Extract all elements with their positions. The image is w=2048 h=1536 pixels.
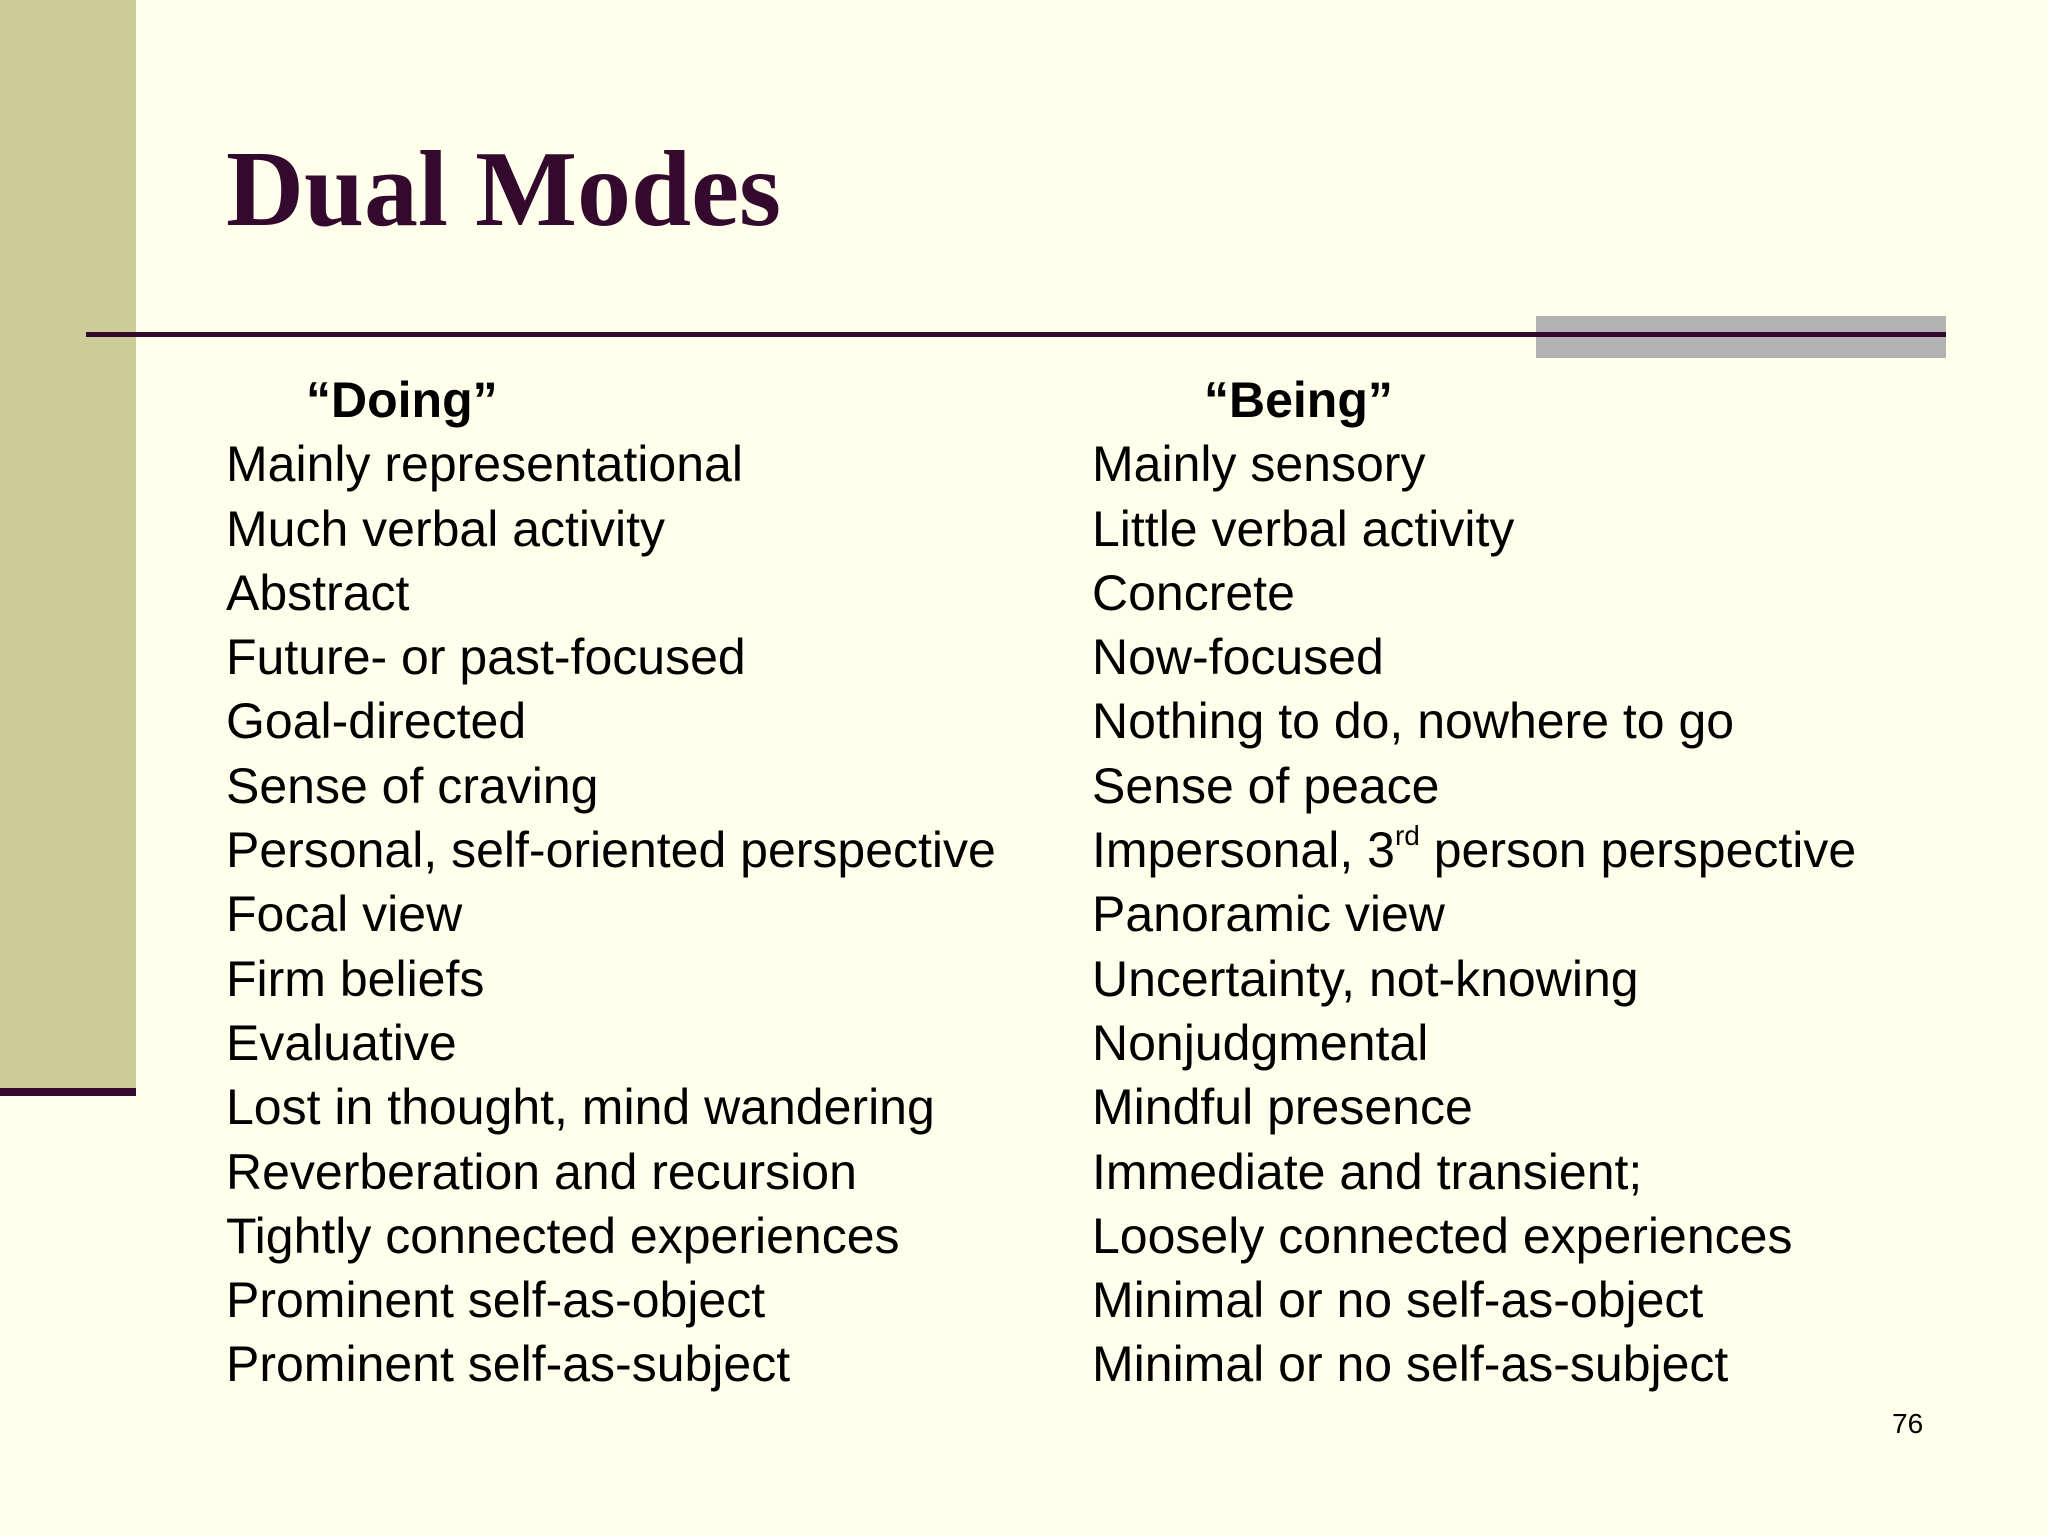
being-heading: “Being” xyxy=(1204,372,1393,428)
doing-item: Goal-directed xyxy=(226,693,527,750)
being-item: Concrete xyxy=(1092,564,1295,621)
being-item: Minimal or no self-as-object xyxy=(1092,1272,1704,1329)
being-list xyxy=(1092,432,1856,1396)
slide-title: Dual Modes xyxy=(226,130,782,249)
doing-item: Prominent self-as-subject xyxy=(226,1336,791,1393)
being-item: Nonjudgmental xyxy=(1092,1014,1429,1071)
being-item: Nothing to do, nowhere to go xyxy=(1092,693,1735,750)
left-decorative-band xyxy=(0,0,136,1090)
doing-item: Firm beliefs xyxy=(226,950,485,1007)
perspective-text-end: person perspective xyxy=(1419,822,1857,879)
doing-item: Sense of craving xyxy=(226,757,599,814)
doing-item: Future- or past-focused xyxy=(226,629,746,686)
being-item: Loosely connected experiences xyxy=(1092,1207,1793,1264)
being-item: Now-focused xyxy=(1092,629,1384,686)
doing-item: Much verbal activity xyxy=(226,500,666,557)
title-rule-accent xyxy=(1536,316,1946,358)
doing-column xyxy=(226,368,996,1397)
being-item: Uncertainty, not-knowing xyxy=(1092,950,1639,1007)
being-item-perspective xyxy=(1092,818,1856,882)
doing-item: Mainly representational xyxy=(226,436,743,493)
being-item: Minimal or no self-as-subject xyxy=(1092,1336,1729,1393)
being-item: Little verbal activity xyxy=(1092,500,1515,557)
doing-item: Tightly connected experiences xyxy=(226,1207,900,1264)
being-column xyxy=(1092,368,1856,1397)
ordinal-suffix: rd xyxy=(1394,820,1420,852)
being-item: Panoramic view xyxy=(1092,886,1445,943)
being-item: Immediate and transient; xyxy=(1092,1143,1643,1200)
doing-item: Lost in thought, mind wandering xyxy=(226,1079,935,1136)
being-item: Sense of peace xyxy=(1092,757,1440,814)
doing-item: Abstract xyxy=(226,564,410,621)
doing-list xyxy=(226,432,996,1396)
doing-item: Focal view xyxy=(226,886,463,943)
doing-item: Prominent self-as-object xyxy=(226,1272,766,1329)
title-rule xyxy=(86,332,1946,337)
being-item: Mainly sensory xyxy=(1092,436,1426,493)
doing-heading: “Doing” xyxy=(306,372,498,428)
doing-item: Evaluative xyxy=(226,1014,457,1071)
left-band-rule xyxy=(0,1088,136,1096)
page-number: 76 xyxy=(1892,1408,1924,1439)
doing-item: Personal, self-oriented perspective xyxy=(226,822,996,879)
perspective-text-start: Impersonal, 3 xyxy=(1092,822,1395,879)
doing-item: Reverberation and recursion xyxy=(226,1143,857,1200)
being-item: Mindful presence xyxy=(1092,1079,1473,1136)
